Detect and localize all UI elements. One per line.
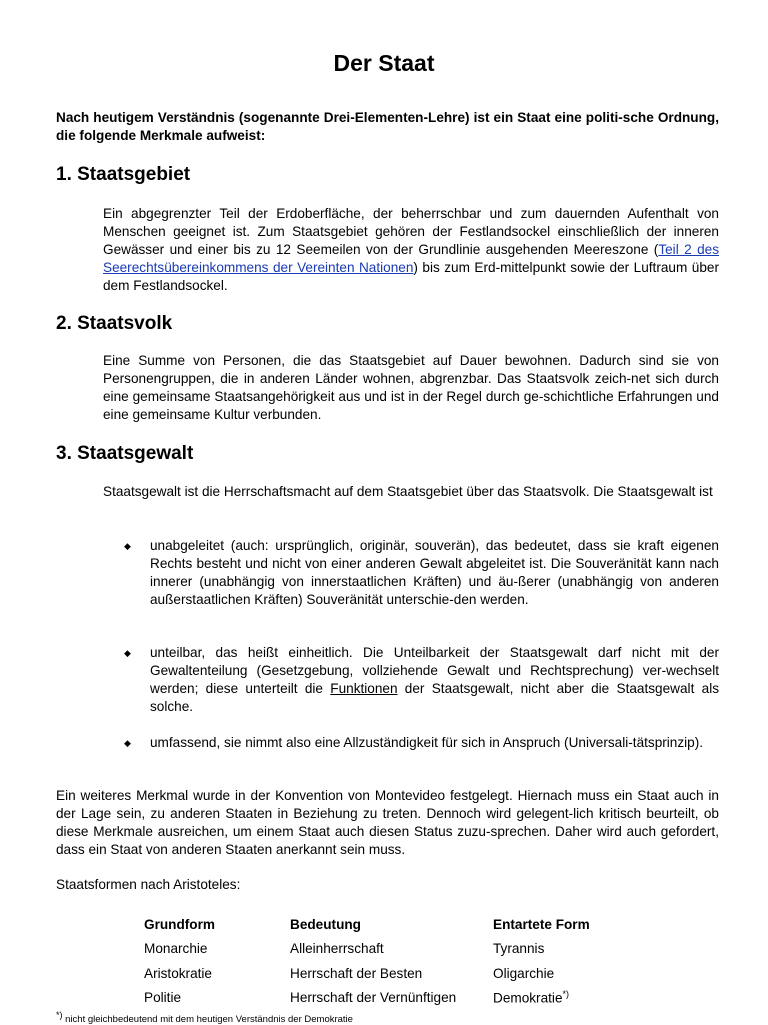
heading-staatsgebiet: 1. Staatsgebiet (56, 164, 191, 185)
footnote: *) nicht gleichbedeutend mit dem heutigen Verständnis der Demokratie (56, 1010, 353, 1025)
link-seerechtsuebereinkommen[interactable]: Teil 2 des Seerechtsübereinkommens der Vereinten Nationen (103, 242, 719, 275)
table-cell: Oligarchie (493, 965, 555, 981)
table-cell: Demokratie*) (493, 989, 570, 1007)
list-item: umfassend, sie nimmt also eine Allzuständigkeit für sich in Anspruch (Universali-tätsprinzip). (150, 735, 704, 750)
paragraph-montevideo: Ein weiteres Merkmal wurde in der Konvention von Montevideo festgelegt. Hiernach muss ein Staat auch in der Lage sein, zu anderen Staaten in Beziehung zu treten. Dennoch wird gelegent-lich kritisch beurteilt, ob diese Merkmale ausreichen, um einem Staat auch diesen Status zuzu-sprechen. Daher wird auch gefordert, dass ein Staat von anderen Staaten anerkannt sein muss. (56, 788, 719, 857)
paragraph-staatsvolk: Eine Summe von Personen, die das Staatsgebiet auf Dauer bewohnen. Dadurch sind sie von Personengruppen, die in anderen Länder wohnen, abgrenzbar. Das Staatsvolk zeich-net sich durch eine gemeinsame Staatsangehörigkeit aus und ist in der Regel durch ge-schichtliche Erfahrungen und eine gemeinsame Kultur verbunden. (103, 353, 719, 422)
intro-paragraph: Nach heutigem Verständnis (sogenannte Drei-Elementen-Lehre) ist ein Staat eine politi-sche Ordnung, die folgende Merkmale aufweist: (56, 110, 719, 143)
table-cell: Tyrannis (493, 941, 545, 957)
column-header: Bedeutung (290, 916, 361, 932)
footnote-marker: *) (562, 989, 570, 1000)
list-item: unteilbar, das heißt einheitlich. Die Unteilbarkeit der Staatsgewalt darf nicht mit der Gewaltenteilung (Gesetzgebung, vollziehende Gewalt und Rechtsprechung) ver-wechselt werden; diese unterteilt die Funktionen der Staatsgewalt, nicht aber die Staatsgewalt als solche. (150, 645, 720, 714)
page-title: Der Staat (333, 50, 435, 76)
heading-staatsvolk: 2. Staatsvolk (56, 313, 173, 334)
heading-staatsgewalt: 3. Staatsgewalt (56, 443, 194, 464)
paragraph-staatsgewalt: Staatsgewalt ist die Herrschaftsmacht auf dem Staatsgebiet über das Staatsvolk. Die Staatsgewalt ist (103, 484, 713, 499)
table-row (140, 986, 637, 1011)
paragraph-staatsgebiet: Ein abgegrenzter Teil der Erdoberfläche, der beherrschbar und zum dauernden Aufenthalt von Menschen geeignet ist. Zum Staatsgebiet gehören der Festlandsockel einschließlich der inneren Gewässer und einer bis zu 12 Seemeilen von der Grundlinie ausgehenden Meereszone (Teil 2 des Seerechtsübereinkommens der Vereinten Nationen) bis zum Erd-mittelpunkt sowie der Luftraum über dem Festlandsockel. (103, 206, 719, 293)
diamond-bullet-icon: ◆ (124, 648, 131, 658)
list-item: unabgeleitet (auch: ursprünglich, originär, souverän), das bedeutet, dass sie kraft eigenen Rechts besteht und nicht von einer anderen Gewalt abgeleitet ist. Die Souveränität kann nach innerer (unabhängig von innerstaatlichen Kräften) und äu-ßerer (unabhängig von anderen außerstaatlichen Kräften) Souveränität unterschie-den werden. (150, 538, 719, 607)
diamond-bullet-icon: ◆ (124, 541, 131, 551)
table-cell: Alleinherrschaft (290, 941, 384, 957)
column-header: Entartete Form (493, 916, 590, 932)
table-cell: Herrschaft der Vernünftigen (290, 990, 457, 1006)
diamond-bullet-icon: ◆ (124, 738, 131, 748)
table-cell: Aristokratie (144, 965, 212, 981)
staatsformen-table (140, 912, 637, 1010)
table-cell: Monarchie (144, 941, 208, 957)
table-cell: Herrschaft der Besten (290, 965, 423, 981)
table-cell: Politie (144, 990, 182, 1006)
aristoteles-label: Staatsformen nach Aristoteles: (56, 877, 241, 892)
table-row (140, 937, 637, 962)
table-row (140, 961, 637, 986)
footnote-marker: *) (56, 1010, 63, 1020)
underlined-term-funktionen: Funktionen (330, 681, 398, 696)
column-header: Grundform (144, 916, 215, 932)
table-header-row (140, 912, 637, 937)
